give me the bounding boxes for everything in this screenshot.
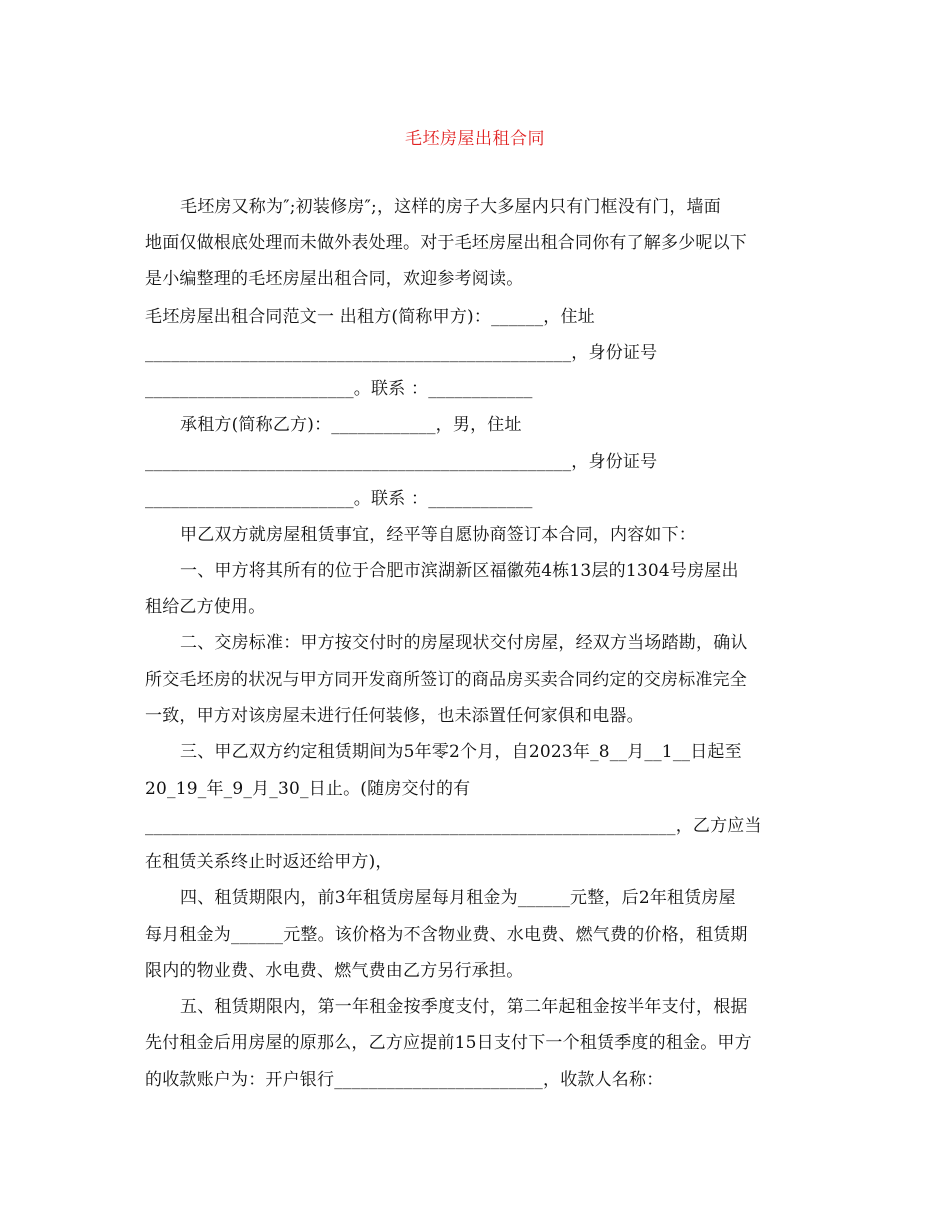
paragraph-line: 限内的物业费、水电费、燃气费由乙方另行承担。 — [145, 961, 524, 981]
paragraph-line: 的收款账户为：开户银行________________________，收款人名称： — [145, 1070, 664, 1090]
blank-field-line: _________________________________________________，身份证号 — [145, 343, 658, 363]
paragraph-line: 甲乙双方就房屋租赁事宜，经平等自愿协商签订本合同，内容如下： — [180, 525, 696, 545]
paragraph-line: 毛坯房又称为″;初装修房″;，这样的房子大多屋内只有门框没有门，墙面 — [180, 197, 721, 217]
paragraph-line: 是小编整理的毛坯房屋出租合同，欢迎参考阅读。 — [145, 269, 524, 289]
paragraph-line: 20_19_年_9_月_30_日止。(随房交付的有 — [145, 779, 471, 799]
paragraph-line: 在租赁关系终止时返还给甲方)， — [145, 852, 393, 872]
paragraph-line: 承租方(简称乙方)：____________，男，住址 — [180, 415, 522, 435]
paragraph-line: 租给乙方使用。 — [145, 597, 266, 617]
paragraph-line: 一致，甲方对该房屋未进行任何装修，也未添置任何家俱和电器。 — [145, 706, 644, 726]
blank-field-line: _____________________________________________________________，乙方应当 — [145, 816, 762, 836]
paragraph-line: 所交毛坯房的状况与甲方同开发商所签订的商品房买卖合同约定的交房标准完全 — [145, 670, 747, 690]
paragraph-line: 一、甲方将其所有的位于合肥市滨湖新区福徽苑4栋13层的1304号房屋出 — [180, 561, 739, 581]
paragraph-line: 三、甲乙双方约定租赁期间为5年零2个月，自2023年_8__月__1__日起至 — [180, 742, 742, 762]
paragraph-line: 五、租赁期限内，第一年租金按季度支付，第二年起租金按半年支付，根据 — [180, 997, 748, 1017]
paragraph-line: 先付租金后用房屋的原那么，乙方应提前15日支付下一个租赁季度的租金。甲方 — [145, 1033, 752, 1053]
paragraph-line: 毛坯房屋出租合同范文一 出租方(简称甲方)：______，住址 — [145, 307, 595, 327]
blank-field-line: ________________________。联系 ：____________ — [145, 379, 533, 399]
paragraph-line: 四、租赁期限内，前3年租赁房屋每月租金为______元整，后2年租赁房屋 — [180, 888, 736, 908]
blank-field-line: _________________________________________________，身份证号 — [145, 452, 658, 472]
paragraph-line: 地面仅做根底处理而未做外表处理。对于毛坯房屋出租合同你有了解多少呢以下 — [145, 233, 747, 253]
paragraph-line: 二、交房标准：甲方按交付时的房屋现状交付房屋，经双方当场踏勘，确认 — [180, 633, 748, 653]
blank-field-line: ________________________。联系 ：____________ — [145, 489, 533, 509]
paragraph-line: 每月租金为______元整。该价格为不含物业费、水电费、燃气费的价格，租赁期 — [145, 925, 748, 945]
document-title: 毛坯房屋出租合同 — [405, 129, 545, 149]
